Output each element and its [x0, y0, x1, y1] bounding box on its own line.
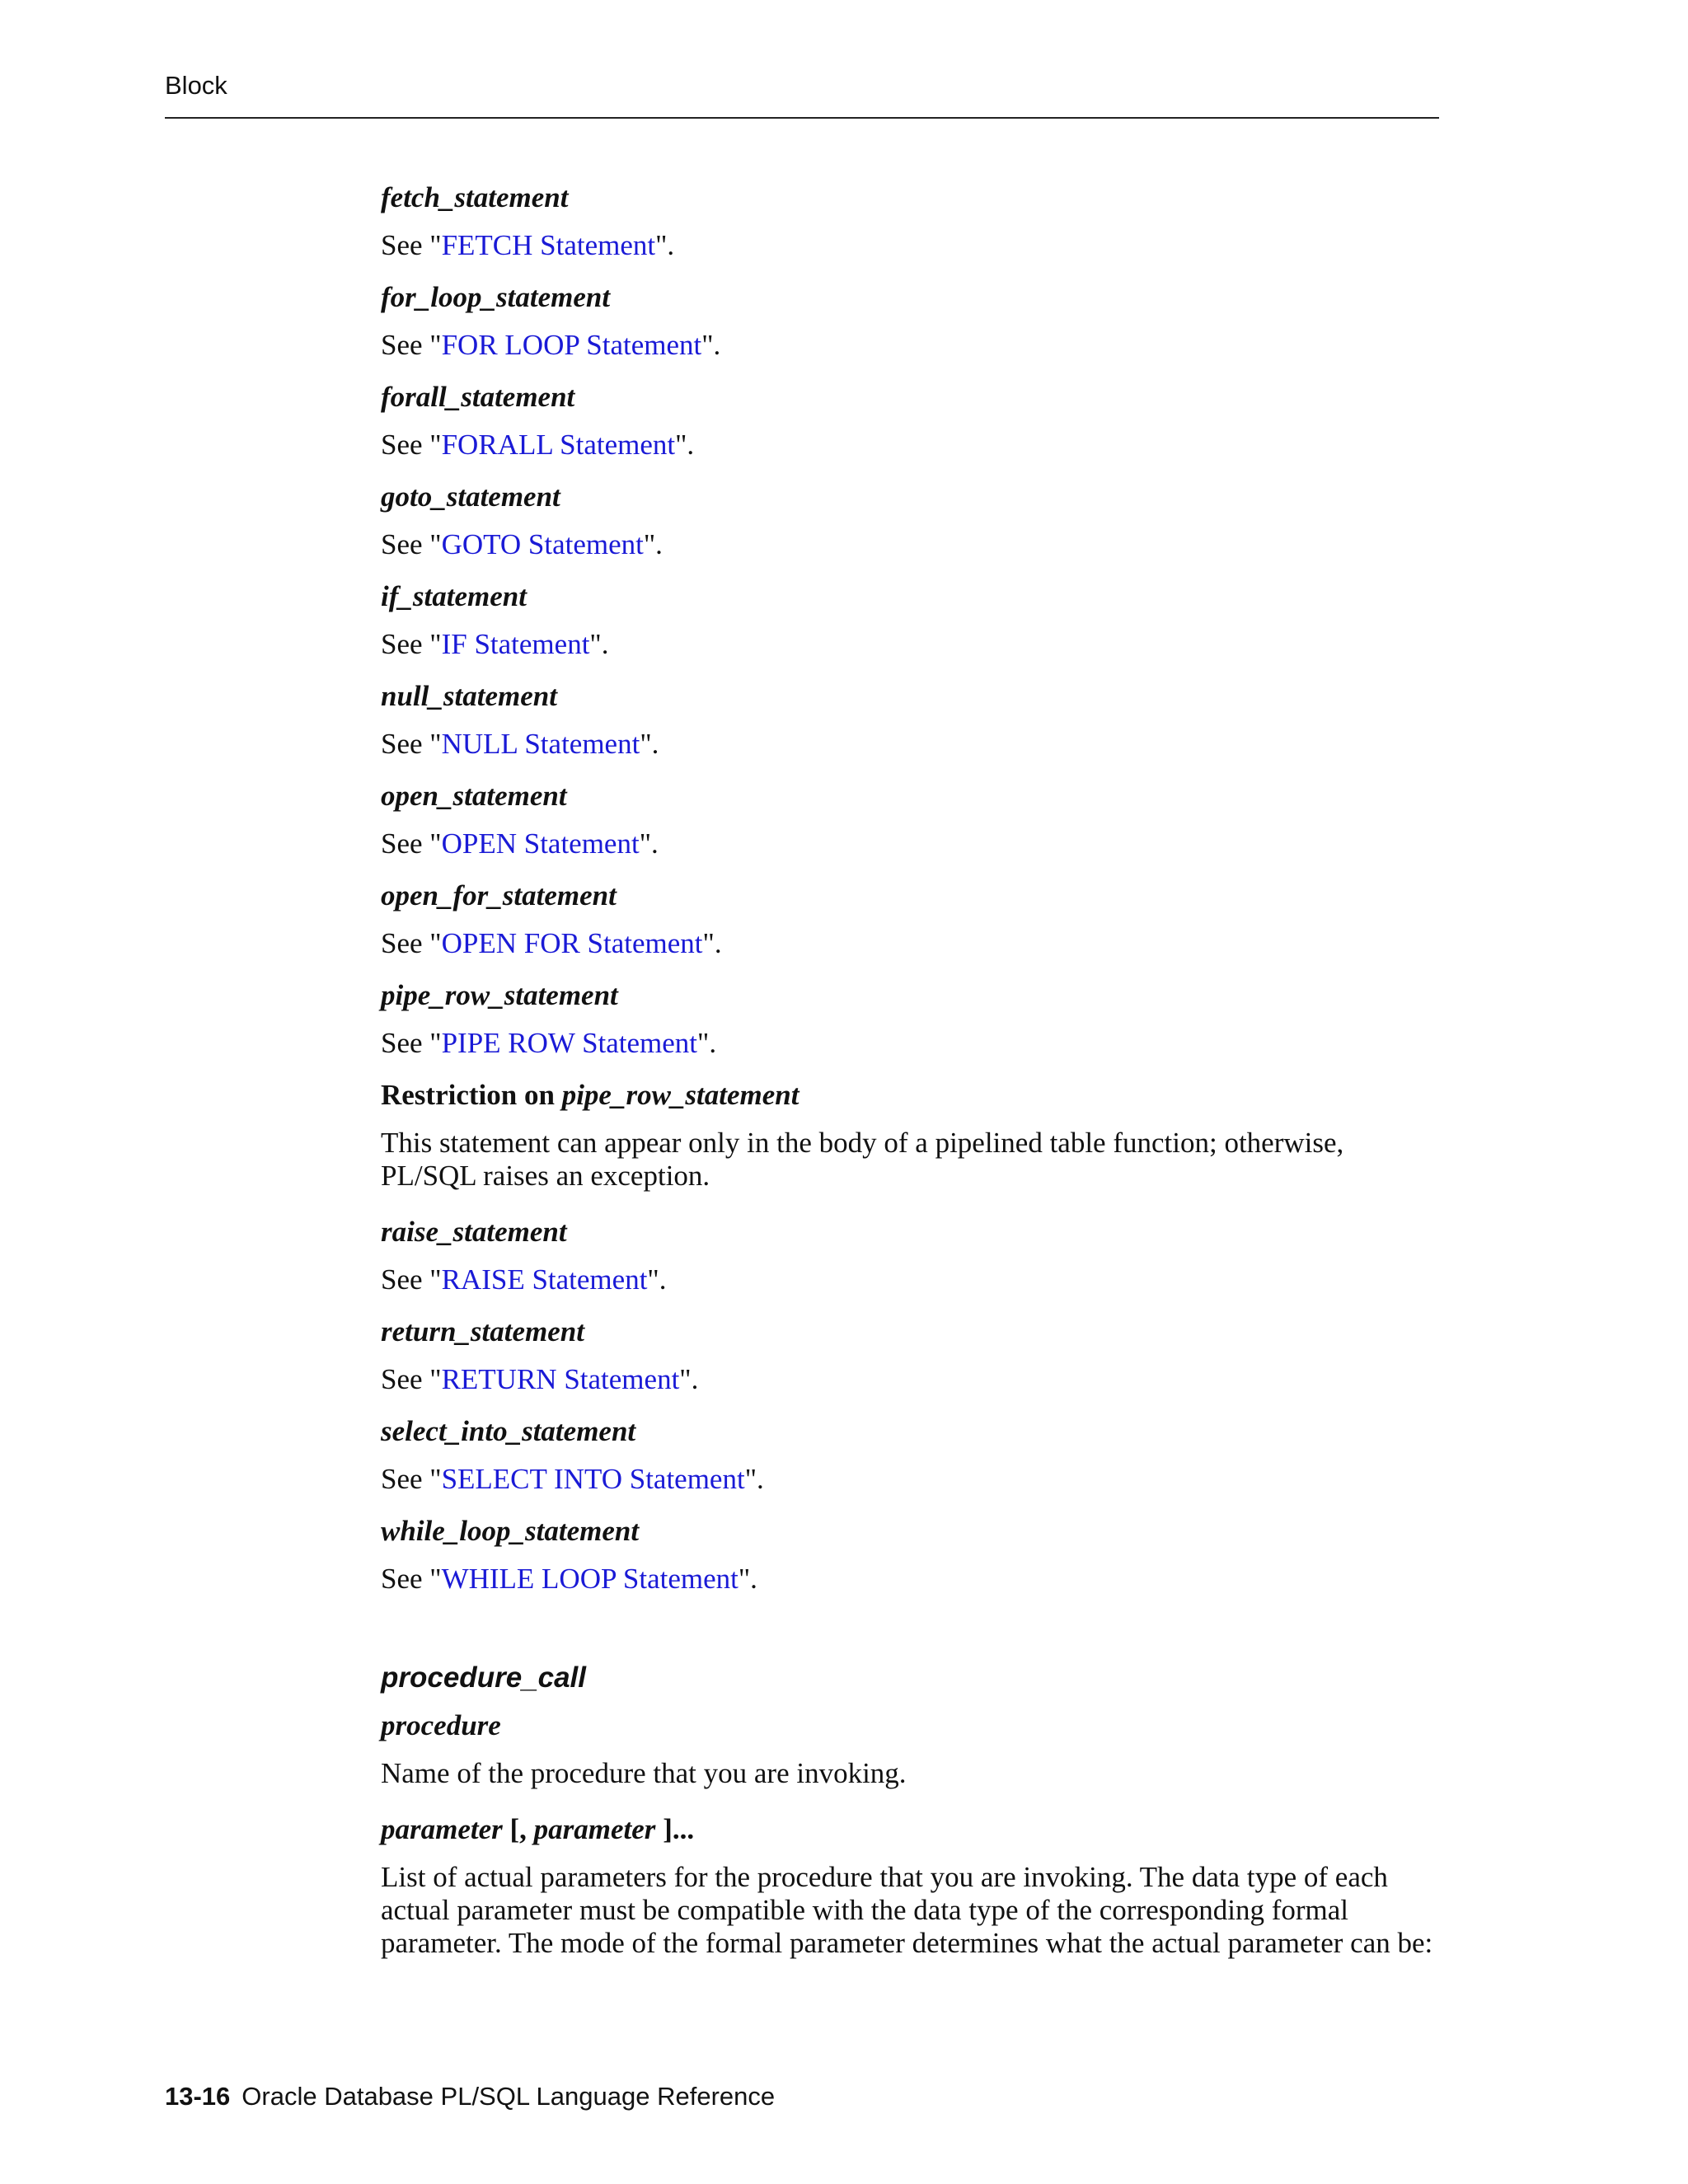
link-forall-statement[interactable]: FORALL Statement	[441, 429, 676, 461]
link-pipe-row-statement[interactable]: PIPE ROW Statement	[441, 1027, 698, 1059]
term-forall-statement: forall_statement	[381, 381, 575, 413]
link-while-loop-statement[interactable]: WHILE LOOP Statement	[441, 1563, 738, 1595]
term-select-into-statement: select_into_statement	[381, 1415, 636, 1447]
see-line: See "OPEN Statement".	[381, 827, 659, 860]
link-return-statement[interactable]: RETURN Statement	[441, 1363, 680, 1395]
procedure-description: Name of the procedure that you are invoking.	[381, 1757, 907, 1789]
see-line: See "RAISE Statement".	[381, 1263, 667, 1296]
see-line: See "IF Statement".	[381, 628, 609, 660]
term-raise-statement: raise_statement	[381, 1216, 567, 1248]
term-open-for-statement: open_for_statement	[381, 879, 617, 912]
term-fetch-statement: fetch_statement	[381, 181, 569, 213]
parameter-description: List of actual parameters for the procedure that you are invoking. The data type of each actual parameter must be compatible with the data type of the corresponding formal parameter. The mode of the formal parameter determines what the actual parameter can be:	[381, 1861, 1433, 1959]
see-line: See "SELECT INTO Statement".	[381, 1463, 764, 1495]
see-line: See "RETURN Statement".	[381, 1363, 699, 1395]
see-line: See "FETCH Statement".	[381, 229, 675, 261]
page-number: 13-16	[165, 2082, 231, 2111]
restriction-text: This statement can appear only in the body of a pipelined table function; otherwise, PL/SQL raises an exception.	[381, 1127, 1344, 1192]
page-footer	[165, 2083, 775, 2109]
term-if-statement: if_statement	[381, 580, 527, 612]
term-pipe-row-statement: pipe_row_statement	[381, 979, 618, 1011]
link-select-into-statement[interactable]: SELECT INTO Statement	[441, 1463, 745, 1495]
term-null-statement: null_statement	[381, 680, 557, 712]
link-fetch-statement[interactable]: FETCH Statement	[441, 229, 656, 261]
term-return-statement: return_statement	[381, 1315, 584, 1347]
term-for-loop-statement: for_loop_statement	[381, 281, 611, 313]
link-raise-statement[interactable]: RAISE Statement	[441, 1263, 648, 1296]
see-line: See "FOR LOOP Statement".	[381, 329, 721, 361]
term-goto-statement: goto_statement	[381, 480, 560, 513]
link-open-for-statement[interactable]: OPEN FOR Statement	[441, 927, 703, 959]
section-heading-procedure-call: procedure_call	[381, 1661, 586, 1694]
term-parameter-list: parameter [, parameter ]...	[381, 1813, 695, 1845]
link-for-loop-statement[interactable]: FOR LOOP Statement	[441, 329, 702, 361]
page-content	[381, 173, 1444, 1975]
header-rule	[165, 117, 1439, 119]
see-line: See "GOTO Statement".	[381, 528, 663, 560]
see-line: See "WHILE LOOP Statement".	[381, 1563, 757, 1595]
see-line: See "PIPE ROW Statement".	[381, 1027, 717, 1059]
link-goto-statement[interactable]: GOTO Statement	[441, 528, 644, 560]
see-line: See "FORALL Statement".	[381, 429, 695, 461]
restriction-heading: Restriction on pipe_row_statement	[381, 1079, 799, 1111]
term-procedure: procedure	[381, 1709, 501, 1741]
term-while-loop-statement: while_loop_statement	[381, 1515, 640, 1547]
link-open-statement[interactable]: OPEN Statement	[441, 827, 640, 860]
link-null-statement[interactable]: NULL Statement	[441, 728, 640, 760]
link-if-statement[interactable]: IF Statement	[441, 628, 590, 660]
term-open-statement: open_statement	[381, 780, 567, 812]
book-title: Oracle Database PL/SQL Language Reference	[241, 2082, 776, 2111]
see-line: See "OPEN FOR Statement".	[381, 927, 722, 959]
see-line: See "NULL Statement".	[381, 728, 659, 760]
running-header: Block	[165, 71, 227, 100]
